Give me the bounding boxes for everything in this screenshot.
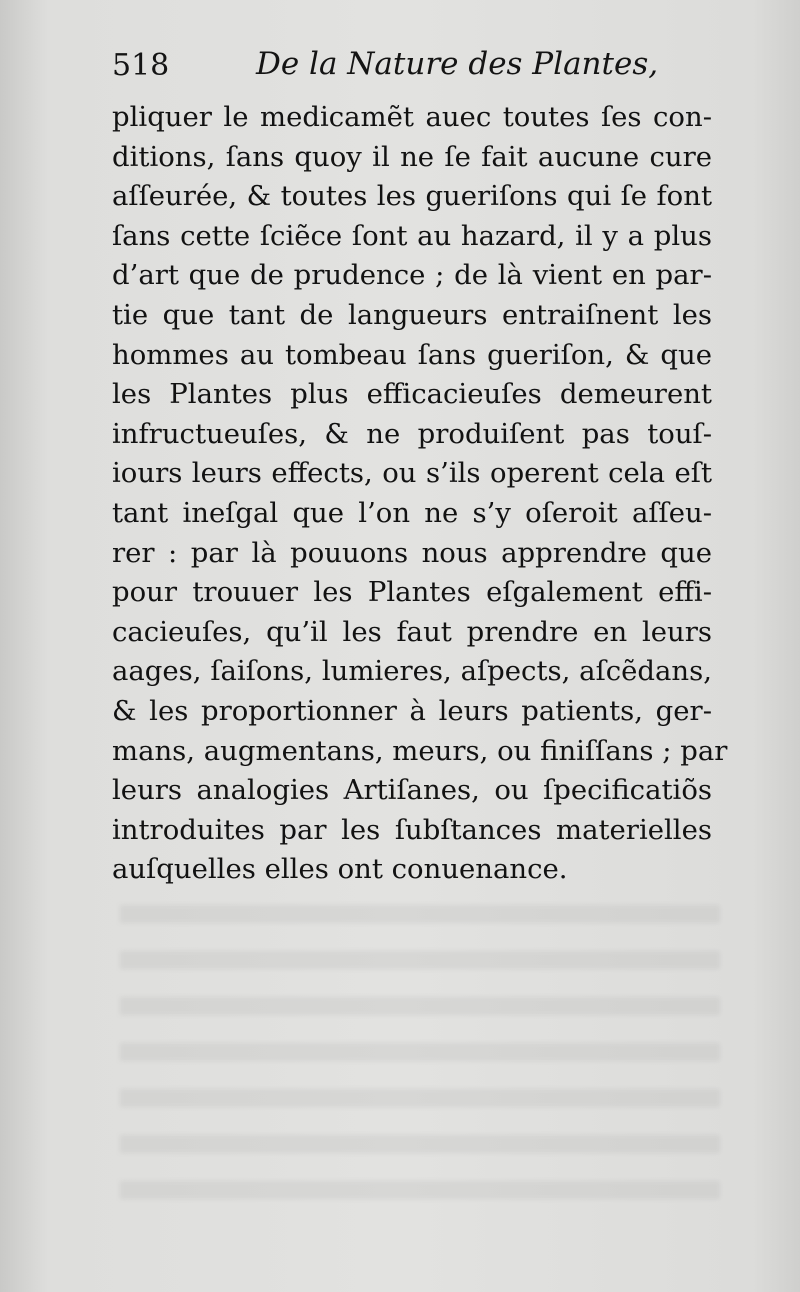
text-line: ditions, ſans quoy il ne ſe fait aucune cure bbox=[112, 140, 712, 173]
running-title: De la Nature des Plantes, bbox=[256, 46, 659, 82]
show-through-bleed bbox=[120, 905, 720, 1205]
text-line: tant ineſgal que l’on ne s’y oſeroit aſſeu- bbox=[112, 496, 712, 529]
text-line: auſquelles elles ont conuenance. bbox=[112, 853, 568, 886]
text-line: tie que tant de langueurs entraiſnent les bbox=[112, 298, 712, 331]
text-line: & les proportionner à leurs patients, ger- bbox=[112, 694, 712, 727]
page-number: 518 bbox=[112, 48, 170, 83]
text-line: d’art que de prudence ; de là vient en par- bbox=[112, 259, 712, 292]
text-line: pliquer le medicamẽt auec toutes ſes con- bbox=[112, 101, 712, 133]
running-head bbox=[112, 42, 659, 92]
text-line: infructueuſes, & ne produiſent pas touſ- bbox=[112, 417, 712, 450]
text-line: rer : par là pouuons nous apprendre que bbox=[112, 536, 712, 569]
text-line: mans, augmentans, meurs, ou finiſſans ; par bbox=[112, 734, 728, 767]
text-line: ſans cette ſciẽce ſont au hazard, il y a plus bbox=[112, 219, 712, 252]
text-line: pour trouuer les Plantes eſgalement effi- bbox=[112, 576, 712, 609]
text-line: introduites par les ſubſtances materielles bbox=[112, 813, 712, 846]
text-line: iours leurs effects, ou s’ils operent cela eſt bbox=[112, 457, 712, 490]
text-line: cacieuſes, qu’il les faut prendre en leurs bbox=[112, 615, 712, 648]
text-line: aages, ſaiſons, lumieres, aſpects, aſcẽdans, bbox=[112, 655, 712, 688]
text-line: aſſeurée, & toutes les gueriſons qui ſe font bbox=[112, 180, 712, 213]
text-line: hommes au tombeau ſans gueriſon, & que bbox=[112, 338, 712, 371]
text-line: les Plantes plus efficacieuſes demeurent bbox=[112, 378, 712, 411]
text-line: leurs analogies Artiſanes, ou ſpecificatiõs bbox=[112, 774, 712, 807]
body-text bbox=[112, 98, 728, 890]
